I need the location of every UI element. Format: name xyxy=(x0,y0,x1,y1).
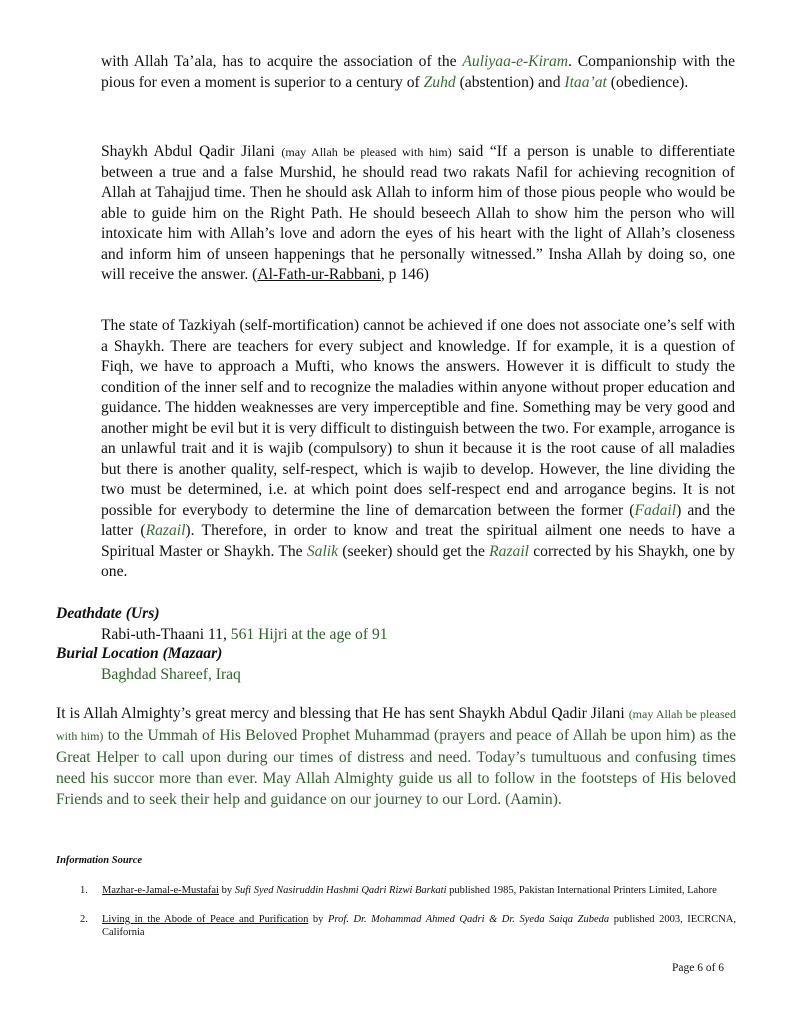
text-run: Shaykh Abdul Qadir Jilani xyxy=(101,143,282,160)
text-run: . Companionship with the pious for even a moment is superior to a century of xyxy=(101,53,735,91)
author: Sufi Syed Nasiruddin Hashmi Qadri Rizwi Barkati xyxy=(234,885,447,896)
text-run: , p 146) xyxy=(380,266,429,283)
term-fadail: Fadail xyxy=(634,501,677,519)
term-salik: Salik xyxy=(306,542,339,560)
term-razail: Razail xyxy=(489,542,529,560)
text-run: published 2003, IECRCNA, California xyxy=(102,914,736,938)
source-item xyxy=(80,913,736,939)
term-razail: Razail xyxy=(145,522,186,539)
sources-heading: Information Source xyxy=(56,855,143,866)
deathdate-value xyxy=(101,626,388,644)
text-run: It is Allah Almighty’s great mercy and blessing that He has sent Shaykh Abdul Qadir Jilani xyxy=(56,705,629,722)
text-run: 561 Hijri at the age of 91 xyxy=(230,626,388,643)
text-run: ). Therefore, in order to know and treat the spiritual ailment one needs to have a Spiritual Master or Shaykh. The xyxy=(101,522,735,560)
term-zuhd: Zuhd xyxy=(423,73,456,91)
citation-link[interactable]: Al-Fath-ur-Rabbani xyxy=(257,266,381,283)
burial-heading: Burial Location (Mazaar) xyxy=(56,645,223,662)
burial-value: Baghdad Shareef, Iraq xyxy=(101,666,241,683)
honorific: (may Allah be pleased with him) xyxy=(281,145,452,159)
term-itaaat: Itaa’at xyxy=(564,73,607,91)
source-text xyxy=(102,884,736,897)
list-number: 2. xyxy=(80,914,88,925)
text-run: (abstention) and xyxy=(455,73,565,91)
list-number: 1. xyxy=(80,885,88,896)
text-run: by xyxy=(308,914,328,925)
text-run: (seeker) should get the xyxy=(338,542,490,560)
text-run: corrected by his Shaykh, one by one. xyxy=(101,542,735,580)
text-run: published 1985, Pakistan International Printers Limited, Lahore xyxy=(446,885,717,896)
text-run: said “If a person is unable to differentiate between a true and a false Murshid, he should read two rakats Nafil for achieving recognition of Allah at Tahajjud time. Then he should ask Allah to inform him of those pious people who would be able to guide him on the Right Path. He should beseech Allah to show him the person who will intoxicate him with Allah’s love and adorn the eyes of his heart with the light of Allah’s closeness and inform him of unseen happenings that he personally witnessed.” Insha Allah by doing so, one will receive the answer. ( xyxy=(101,143,735,283)
text-run: (obedience). xyxy=(606,73,689,91)
text-run: Rabi-uth-Thaani 11, xyxy=(101,626,231,643)
closing-paragraph xyxy=(56,703,736,810)
text-run: The state of Tazkiyah (self-mortification) cannot be achieved if one does not associate one’s self with a Shaykh. There are teachers for every subject and knowledge. If for example, it is a question of Fiqh, we have to approach a Mufti, who knows the answers. However it is difficult to study the condition of the inner self and to recognize the maladies within anyone without proper education and guidance. The hidden weaknesses are very imperceptible and fine. Something may be very good and another might be evil but it is very difficult to distinguish between the two. For example, arrogance is an unlawful trait and it is wajib (compulsory) to shun it because it is the root cause of all maladies but there is another quality, self-respect, which is wajib to develop. However, the line dividing the two must be determined, i.e. at which point does self-respect end and arrogance begins. It is not possible for everybody to determine the line of demarcation between the former ( xyxy=(101,317,735,519)
page-number: Page 6 of 6 xyxy=(672,962,725,974)
text-run: with Allah Ta’ala, has to acquire the association of the xyxy=(101,53,463,70)
source-item xyxy=(80,884,736,897)
honorific: (may Allah be pleased with him) xyxy=(56,707,736,743)
deathdate-heading: Deathdate (Urs) xyxy=(56,605,160,622)
paragraph-quote xyxy=(101,142,735,286)
book-title-link[interactable]: Living in the Abode of Peace and Purification xyxy=(102,914,309,925)
text-run: ) and the latter ( xyxy=(101,501,735,539)
author: Prof. Dr. Mohammad Ahmed Qadri & Dr. Syeda Saiqa Zubeda xyxy=(327,914,610,925)
paragraph-tazkiyah xyxy=(101,316,735,583)
paragraph-companionship xyxy=(101,52,735,93)
text-run: to the Ummah of His Beloved Prophet Muhammad (prayers and peace of Allah be upon him) as the Great Helper to call upon during our times of distress and need. Today’s tumultuous and confusing times need his succor more than ever. May Allah Almighty guide us all to follow in the footsteps of His beloved Friends and to seek their help and guidance on our journey to our Lord. (Aamin). xyxy=(56,727,737,808)
source-text xyxy=(102,913,736,939)
book-title-link[interactable]: Mazhar-e-Jamal-e-Mustafai xyxy=(102,885,219,896)
term-auliyaa: Auliyaa-e-Kiram xyxy=(462,53,569,70)
text-run: by xyxy=(218,885,235,896)
